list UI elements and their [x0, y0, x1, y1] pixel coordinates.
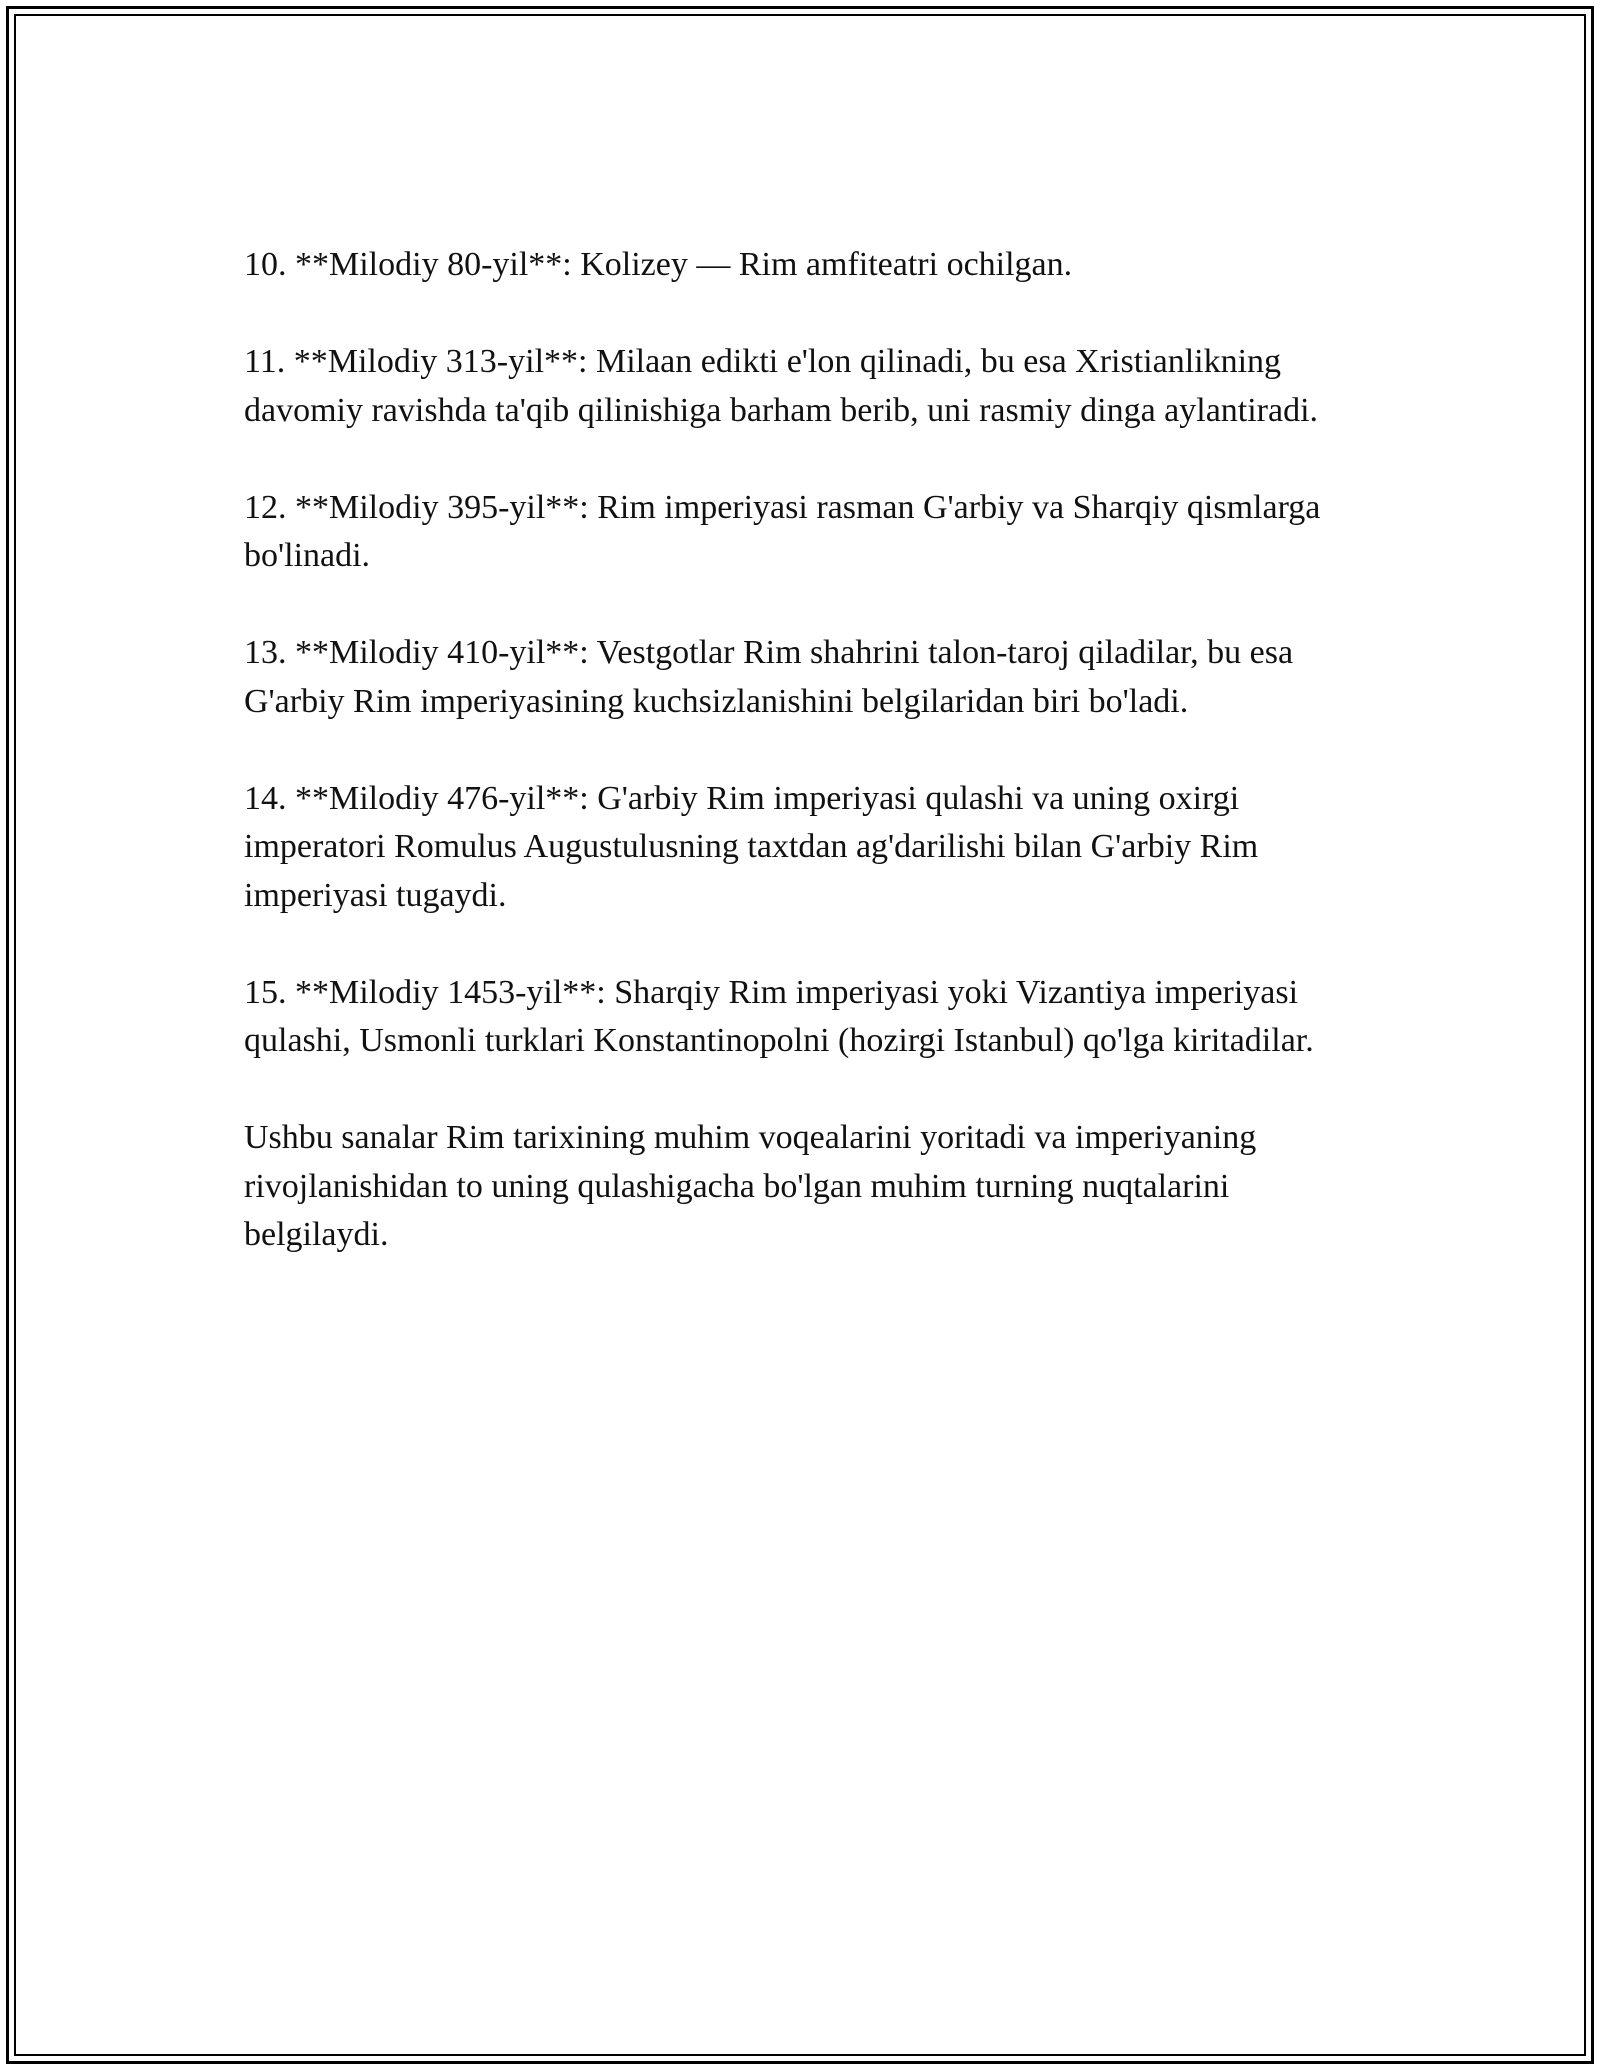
- list-item-80ad: 10. **Milodiy 80-yil**: Kolizey — Rim amfiteatri ochilgan.: [244, 246, 1073, 283]
- summary-paragraph: Ushbu sanalar Rim tarixining muhim voqealarini yoritadi va imperiyaning rivojlanishidan to uning qulashigacha bo'lgan muhim turning nuqtalarini belgilaydi.: [244, 1119, 1257, 1253]
- list-item-1453ad: 15. **Milodiy 1453-yil**: Sharqiy Rim imperiyasi yoki Vizantiya imperiyasi qulashi, Usmonli turklari Konstantinopolni (hozirgi Istanbul) qo'lga kiritadilar.: [244, 973, 1314, 1059]
- document-body: [244, 241, 1374, 1308]
- list-item-313ad: 11. **Milodiy 313-yil**: Milaan edikti e'lon qilinadi, bu esa Xristianlikning davomiy ravishda ta'qib qilinishiga barham berib, uni rasmiy dinga aylantiradi.: [244, 343, 1319, 429]
- list-item-410ad: 13. **Milodiy 410-yil**: Vestgotlar Rim shahrini talon-taroj qiladilar, bu esa G'arbiy Rim imperiyasining kuchsizlanishini belgilaridan biri bo'ladi.: [244, 634, 1294, 720]
- list-item-395ad: 12. **Milodiy 395-yil**: Rim imperiyasi rasman G'arbiy va Sharqiy qismlarga bo'linadi.: [244, 488, 1321, 574]
- list-item-476ad: 14. **Milodiy 476-yil**: G'arbiy Rim imperiyasi qulashi va uning oxirgi imperatori Romulus Augustulusning taxtdan ag'darilishi bilan G'arbiy Rim imperiyasi tugaydi.: [244, 779, 1259, 914]
- page-frame: [6, 6, 1594, 2064]
